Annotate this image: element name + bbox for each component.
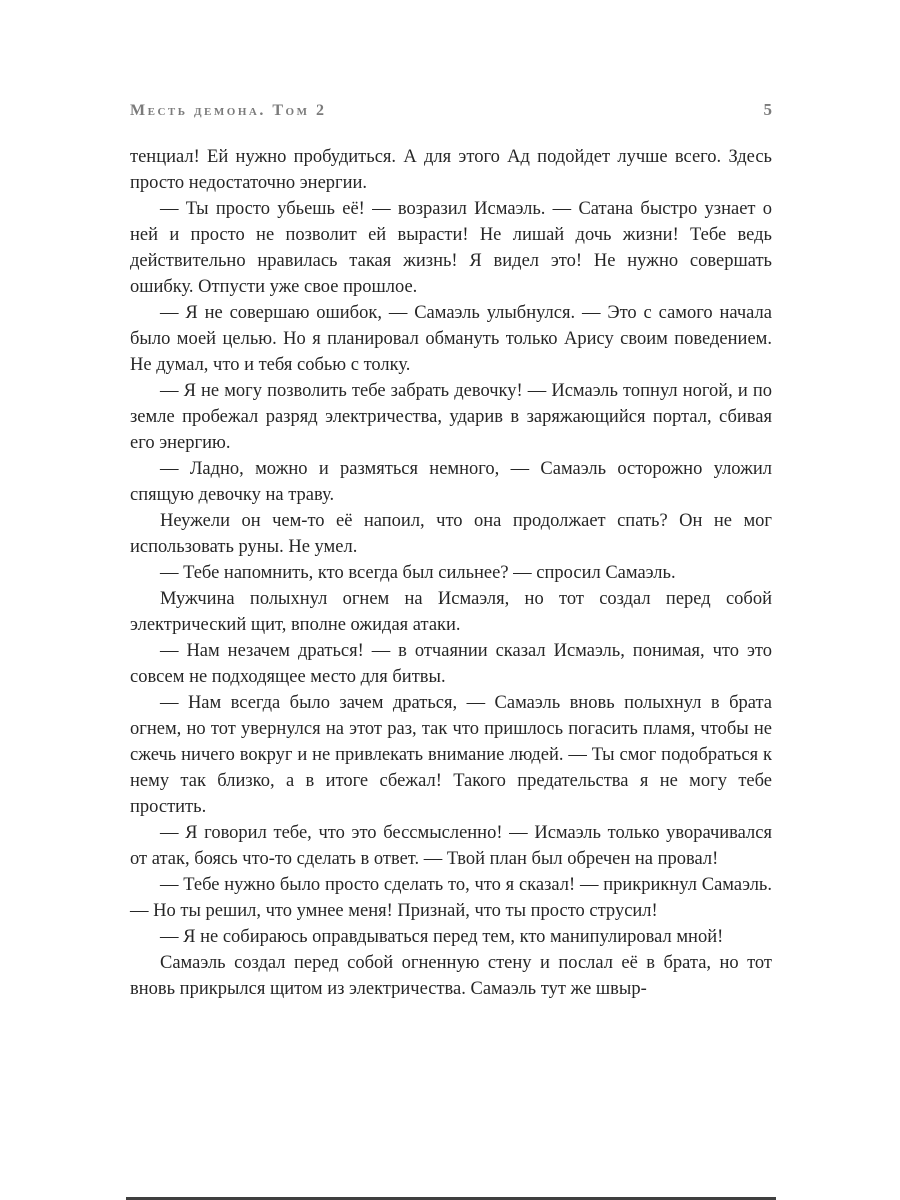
paragraph: — Нам незачем драться! — в отчаянии сказал Исмаэль, понимая, что это совсем не подходящее место для битвы. bbox=[130, 641, 772, 687]
paragraph: Неужели он чем-то её напоил, что она продолжает спать? Он не мог использовать руны. Не умел. bbox=[130, 511, 772, 557]
paragraph: — Я не собираюсь оправдываться перед тем, кто манипулировал мной! bbox=[160, 927, 724, 947]
paragraph: — Ты просто убьешь её! — возразил Исмаэль. — Сатана быстро узнает о ней и просто не позволит ей вырасти! Не лишай дочь жизни! Тебе ведь действительно нравилась такая жизнь! Я видел это! Не нужно совершать ошибку. Отпусти уже свое прошлое. bbox=[130, 199, 772, 297]
paragraph: Самаэль создал перед собой огненную стену и послал её в брата, но тот вновь прикрылся щитом из электричества. Самаэль тут же швыр- bbox=[130, 953, 772, 999]
paragraph: — Тебе напомнить, кто всегда был сильнее? — спросил Самаэль. bbox=[160, 563, 676, 583]
paragraph: тенциал! Ей нужно пробудиться. А для этого Ад подойдет лучше всего. Здесь просто недостаточно энергии. bbox=[130, 147, 772, 193]
paragraph: — Ладно, можно и размяться немного, — Самаэль осторожно уложил спящую девочку на траву. bbox=[130, 459, 772, 505]
paragraph: Мужчина полыхнул огнем на Исмаэля, но тот создал перед собой электрический щит, вполне ожидая атаки. bbox=[130, 589, 772, 635]
paragraph: — Я не могу позволить тебе забрать девочку! — Исмаэль топнул ногой, и по земле пробежал разряд электричества, ударив в заряжающийся портал, сбивая его энергию. bbox=[130, 381, 772, 453]
paragraph: — Я говорил тебе, что это бессмысленно! — Исмаэль только уворачивался от атак, боясь что-то сделать в ответ. — Твой план был обречен на провал! bbox=[130, 823, 772, 869]
running-title: Месть демона. Том 2 bbox=[130, 102, 327, 119]
page-body bbox=[130, 144, 772, 1002]
paragraph: — Я не совершаю ошибок, — Самаэль улыбнулся. — Это с самого начала было моей целью. Но я планировал обмануть только Арису своим поведением. Не думал, что и тебя собью с толку. bbox=[130, 303, 772, 375]
paragraph: — Тебе нужно было просто сделать то, что я сказал! — прикрикнул Самаэль. — Но ты решил, что умнее меня! Признай, что ты просто струсил! bbox=[130, 875, 772, 921]
paragraph: — Нам всегда было зачем драться, — Самаэль вновь полыхнул в брата огнем, но тот увернулся на этот раз, так что пришлось погасить пламя, чтобы не сжечь ничего вокруг и не привлекать внимание людей. — Ты смог подобраться к нему так близко, а в итоге сбежал! Такого предательства я не могу тебе простить. bbox=[130, 693, 772, 817]
running-header bbox=[130, 100, 772, 120]
page-number: 5 bbox=[763, 100, 772, 119]
